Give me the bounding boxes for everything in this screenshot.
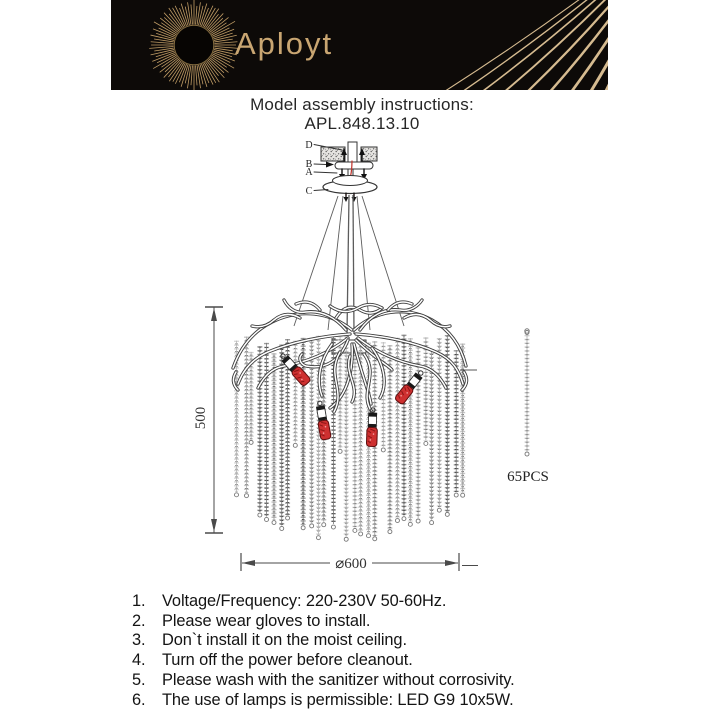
instruction-item bbox=[132, 631, 515, 651]
instruction-item bbox=[132, 691, 515, 711]
height-dimension-label: 500 bbox=[193, 406, 209, 430]
part-label-a: A bbox=[305, 167, 313, 178]
instruction-number: 4. bbox=[132, 651, 146, 670]
diameter-dimension bbox=[241, 553, 478, 572]
instruction-text: The use of lamps is permissible: LED G9 10x5W. bbox=[162, 690, 514, 709]
part-label-b: B bbox=[305, 159, 313, 170]
model-number: APL.848.13.10 bbox=[304, 114, 420, 133]
instruction-item bbox=[132, 651, 515, 671]
instructions-title: Model assembly instructions: bbox=[250, 95, 474, 114]
part-label-d: D bbox=[305, 140, 313, 151]
diameter-dimension-label: ⌀600 bbox=[335, 556, 367, 572]
brand-name: Aployt bbox=[235, 26, 334, 61]
instruction-number: 2. bbox=[132, 611, 146, 630]
instruction-text: Voltage/Frequency: 220-230V 50-60Hz. bbox=[162, 592, 447, 610]
instruction-number: 1. bbox=[132, 592, 146, 610]
strand-count-label: 65PCS bbox=[507, 469, 549, 485]
instruction-item bbox=[132, 592, 515, 612]
ceiling-mount-detail bbox=[305, 140, 377, 202]
instruction-list bbox=[132, 592, 515, 710]
instruction-item bbox=[132, 612, 515, 632]
instruction-text: Don`t install it on the moist ceiling. bbox=[162, 631, 407, 650]
sample-strand bbox=[460, 329, 549, 485]
part-label-c: C bbox=[305, 186, 313, 197]
height-dimension bbox=[193, 307, 223, 533]
instruction-number: 6. bbox=[132, 690, 146, 709]
instruction-text: Please wear gloves to install. bbox=[162, 611, 371, 630]
instruction-number: 3. bbox=[132, 631, 146, 650]
instruction-text: Turn off the power before cleanout. bbox=[162, 651, 413, 670]
instruction-number: 5. bbox=[132, 670, 146, 689]
instruction-text: Please wash with the sanitizer without corrosivity. bbox=[162, 670, 515, 689]
instruction-item bbox=[132, 671, 515, 691]
